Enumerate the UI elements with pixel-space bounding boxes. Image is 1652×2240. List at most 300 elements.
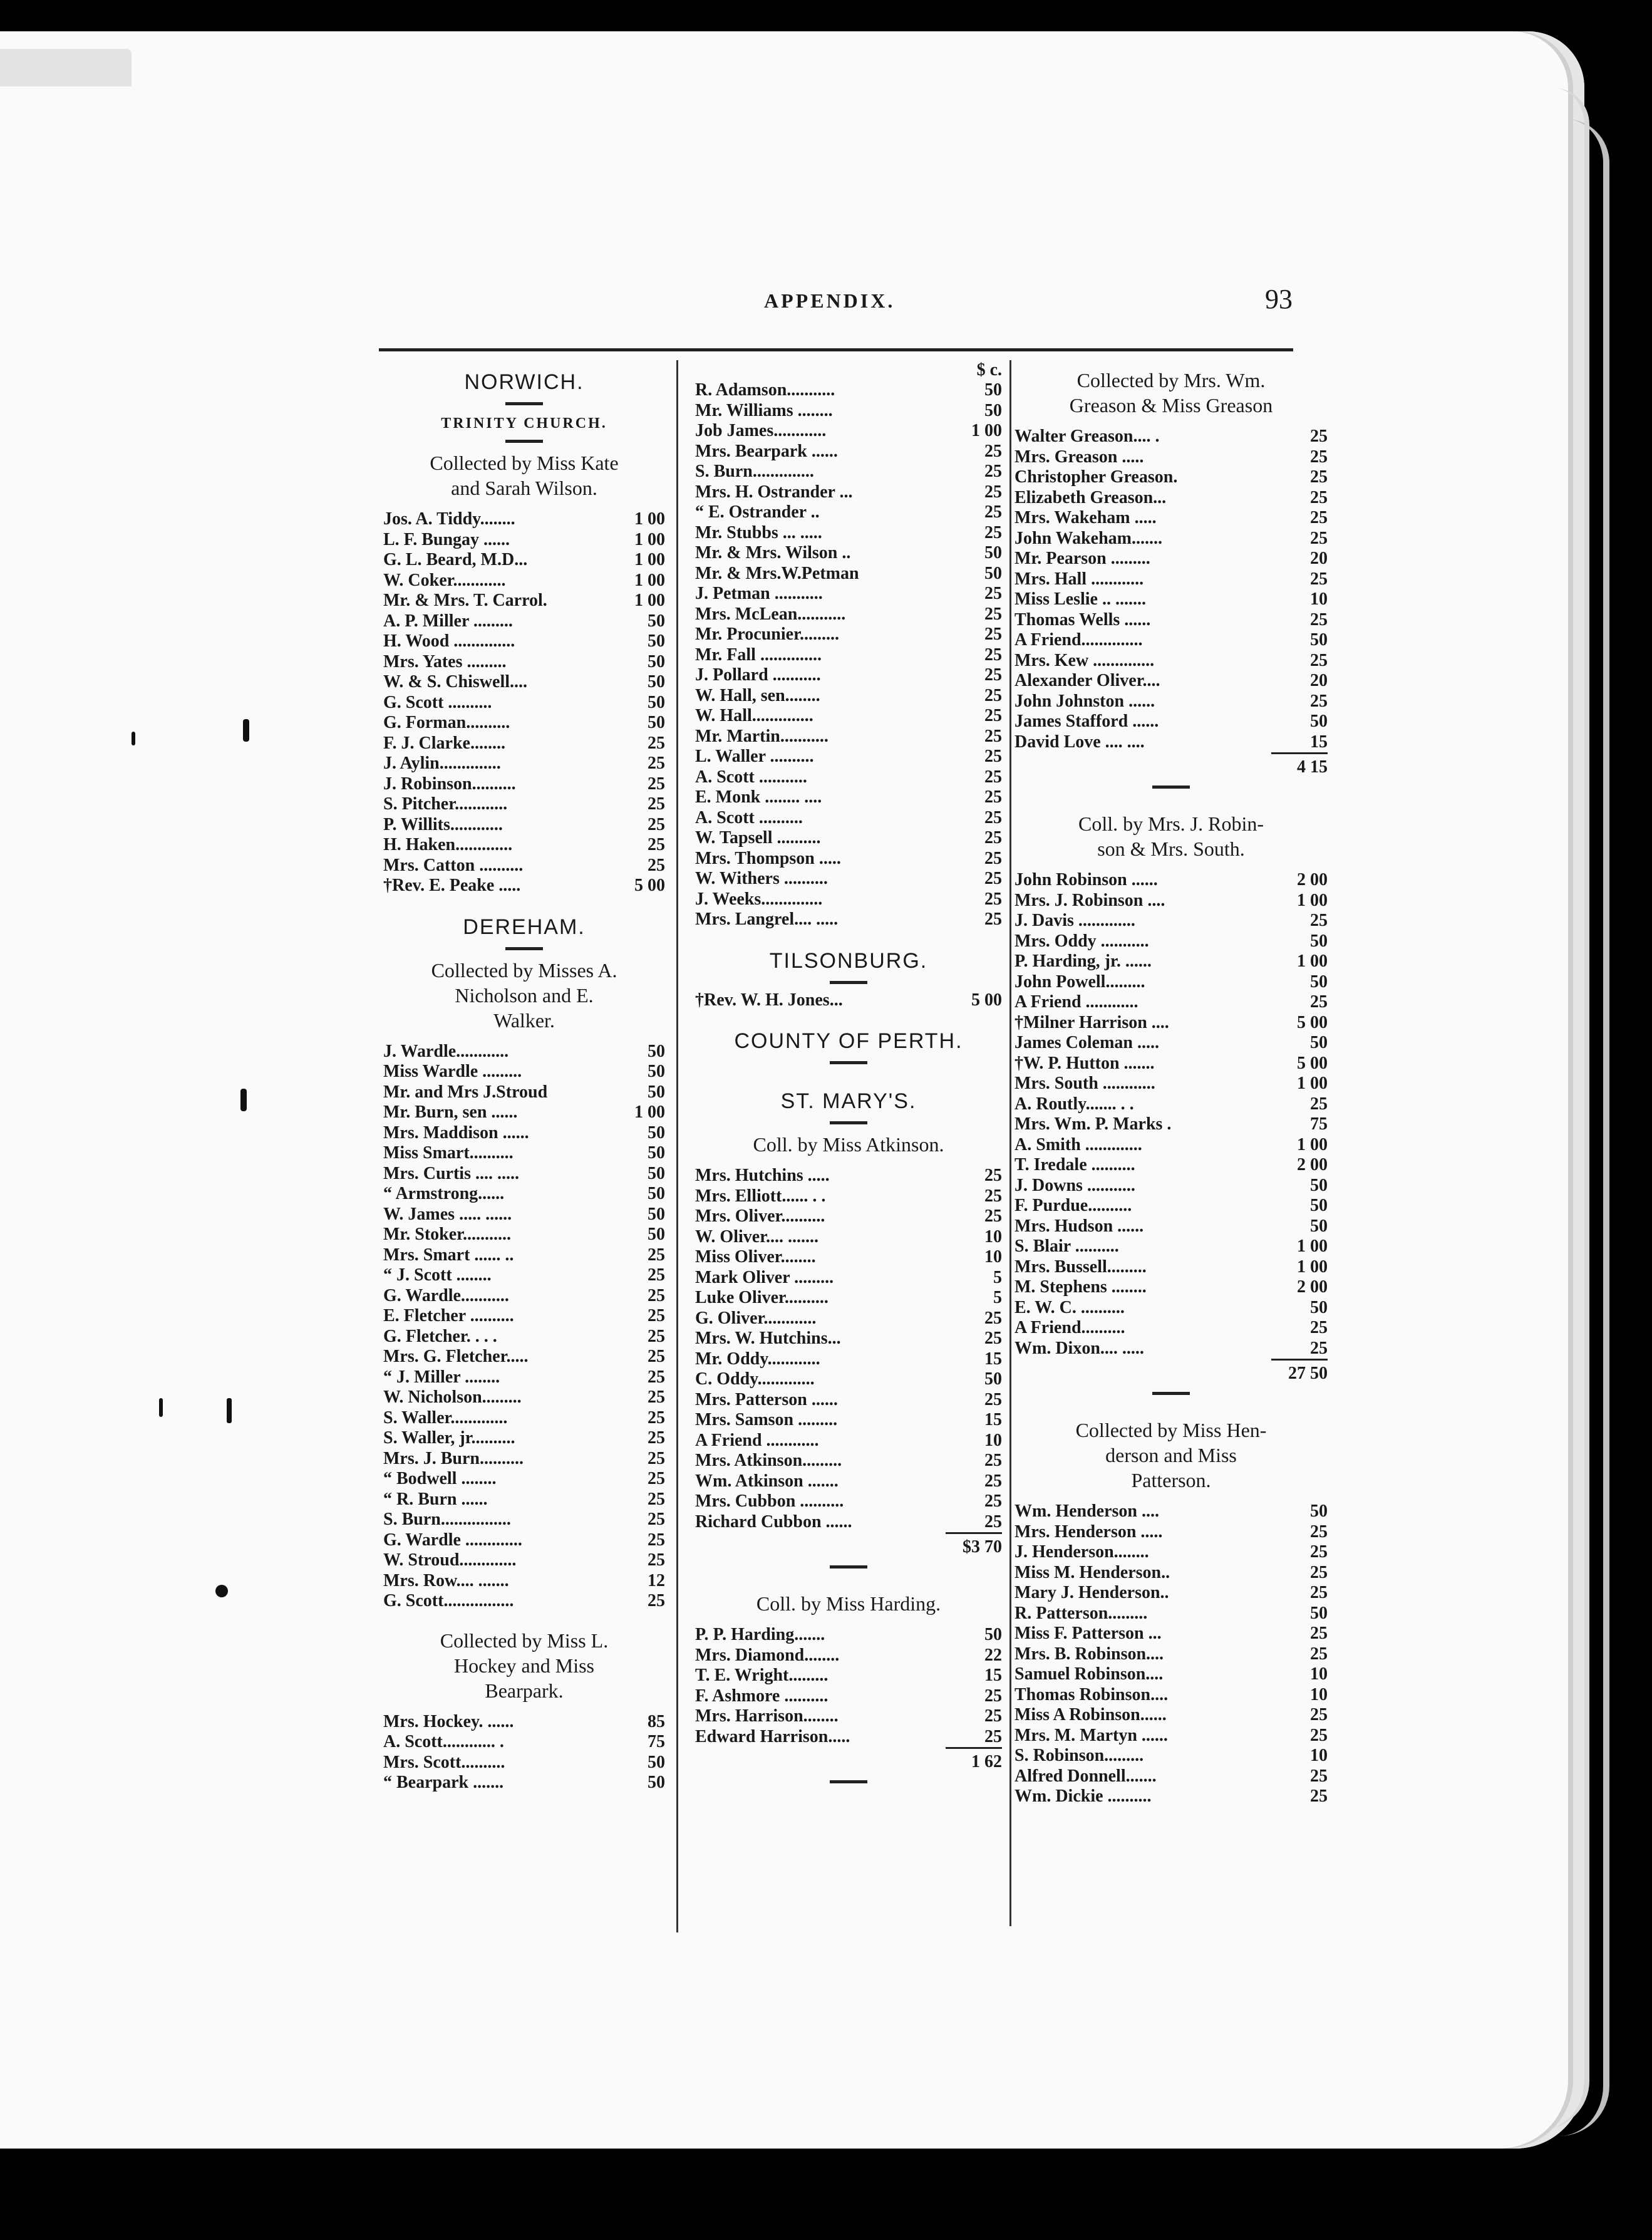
donation-amount: 1 00 — [634, 529, 665, 549]
donor-row — [383, 1082, 665, 1103]
donation-amount: 25 — [1310, 1725, 1328, 1745]
donor-name: R. Patterson......... — [1014, 1603, 1148, 1623]
donor-name: G. Wardle........... — [383, 1285, 509, 1305]
donor-name: J. Davis ............. — [1014, 911, 1135, 930]
donation-amount: 25 — [648, 1489, 665, 1509]
donor-row — [383, 1286, 665, 1307]
donor-row — [1014, 1522, 1328, 1543]
donation-amount: 2 00 — [1297, 870, 1328, 889]
donation-amount: 10 — [984, 1430, 1002, 1450]
donation-amount: 25 — [984, 889, 1002, 909]
donor-name: J. Robinson.......... — [383, 774, 516, 794]
donation-amount: 25 — [984, 747, 1002, 766]
donor-name: W. Hall, sen........ — [695, 685, 820, 705]
donor-name: H. Wood .............. — [383, 631, 515, 651]
donor-row — [695, 625, 1002, 645]
donor-name: L. F. Bungay ...... — [383, 529, 510, 549]
donation-amount: 25 — [648, 1530, 665, 1550]
donation-amount: 5 — [993, 1267, 1002, 1287]
donor-row — [695, 1727, 1002, 1748]
donor-row — [695, 1451, 1002, 1471]
donor-name: Mr. Williams ........ — [695, 400, 833, 420]
donation-amount: 25 — [1310, 1644, 1328, 1664]
donor-row — [695, 1166, 1002, 1186]
donor-row — [1014, 1664, 1328, 1685]
donor-name: J. Henderson........ — [1014, 1542, 1149, 1562]
caption-gap — [1014, 861, 1328, 870]
donor-name: Luke Oliver.......... — [695, 1288, 829, 1307]
donation-amount: 1 00 — [971, 421, 1002, 440]
column-middle — [695, 360, 1002, 1790]
donor-name: Mr. & Mrs. T. Carrol. — [383, 591, 547, 610]
donor-name: G. Oliver............ — [695, 1308, 817, 1328]
donor-name: Miss A Robinson...... — [1014, 1705, 1167, 1724]
donation-amount: 25 — [984, 910, 1002, 929]
donation-amount: 25 — [648, 814, 665, 834]
donation-amount: 25 — [984, 1451, 1002, 1470]
donation-amount: 25 — [1310, 1542, 1328, 1562]
donor-name: A Friend.............. — [1014, 630, 1143, 650]
donor-name: Mrs. J. Burn.......... — [383, 1448, 524, 1468]
donation-amount: 50 — [648, 1773, 665, 1792]
donation-amount: 1 00 — [634, 1102, 665, 1122]
donor-name: Mark Oliver ......... — [695, 1267, 834, 1287]
donor-name: F. Ashmore .......... — [695, 1686, 829, 1706]
donor-name: Wm. Dickie .......... — [1014, 1786, 1152, 1806]
section-heading: NORWICH. — [464, 370, 584, 394]
donor-name: Mrs. Greason ..... — [1014, 447, 1144, 467]
donor-name: C. Oddy............. — [695, 1369, 815, 1389]
donation-amount: 25 — [648, 835, 665, 854]
caption-line: Collected by Miss Hen- — [1075, 1419, 1267, 1441]
section-separator — [505, 402, 543, 405]
donor-row — [695, 462, 1002, 482]
donation-amount: 25 — [984, 807, 1002, 827]
section-total — [695, 1747, 1002, 1773]
caption-gap — [1014, 418, 1328, 427]
column-right — [1014, 360, 1328, 1807]
donor-row — [1014, 891, 1328, 911]
donor-row — [383, 530, 665, 551]
donor-name: Walter Greason.... . — [1014, 427, 1160, 446]
donor-name: Mrs. Thompson ..... — [695, 848, 841, 868]
donor-row — [1014, 1277, 1328, 1298]
donor-row — [695, 1410, 1002, 1431]
page-number: 93 — [1265, 284, 1293, 314]
donor-row — [695, 564, 1002, 584]
section-subheading: TRINITY CHURCH. — [441, 415, 607, 432]
donor-row — [383, 1469, 665, 1490]
donor-row — [1014, 1766, 1328, 1787]
donor-name: Mr. Procunier......... — [695, 625, 839, 644]
donation-amount: 22 — [984, 1645, 1002, 1665]
donor-row — [383, 611, 665, 632]
donor-row — [1014, 732, 1328, 753]
donation-amount: 50 — [1310, 712, 1328, 731]
donor-row — [1014, 1563, 1328, 1584]
donor-row — [383, 591, 665, 611]
donation-amount: 50 — [984, 563, 1002, 583]
column-rule — [676, 360, 678, 1932]
donation-amount: 50 — [984, 380, 1002, 400]
donor-row — [383, 571, 665, 591]
donor-row — [383, 1265, 665, 1286]
donation-amount: 25 — [648, 1428, 665, 1448]
collector-caption — [695, 1132, 1002, 1157]
donor-name: Mr. Stubbs ... ..... — [695, 522, 822, 542]
donor-row — [695, 869, 1002, 889]
donation-amount: 25 — [984, 584, 1002, 603]
donation-amount: 10 — [984, 1247, 1002, 1267]
donor-name: Mrs. Row.... ....... — [383, 1570, 509, 1590]
donation-amount: 25 — [648, 794, 665, 814]
donation-amount: 25 — [1310, 508, 1328, 527]
donor-name: †Rev. E. Peake ..... — [383, 876, 521, 895]
donor-name: Mrs. Hudson ...... — [1014, 1216, 1144, 1236]
donor-row — [1014, 972, 1328, 993]
donation-amount: 25 — [648, 754, 665, 773]
donor-name: Miss F. Patterson ... — [1014, 1624, 1162, 1643]
donor-name: W. Withers .......... — [695, 869, 828, 888]
donation-amount: 25 — [1310, 1318, 1328, 1337]
donor-name: Samuel Robinson.... — [1014, 1664, 1164, 1684]
donor-name: T. E. Wright......... — [695, 1666, 829, 1685]
collector-caption — [383, 958, 665, 1033]
donation-amount: 50 — [1310, 1216, 1328, 1236]
donation-amount: 10 — [984, 1226, 1002, 1247]
donor-row — [1014, 1257, 1328, 1278]
donor-name: Miss Oliver........ — [695, 1247, 816, 1267]
donation-amount: 15 — [984, 1349, 1002, 1369]
donor-name: J. Downs ........... — [1014, 1175, 1135, 1195]
donor-row — [1014, 911, 1328, 931]
donation-amount: 25 — [1310, 467, 1328, 487]
donor-row — [383, 1510, 665, 1530]
caption-gap — [383, 1033, 665, 1042]
donation-amount: 25 — [648, 1326, 665, 1346]
donation-amount: 50 — [1310, 972, 1328, 992]
caption-line: Collected by Misses A. — [431, 958, 617, 982]
donor-row — [1014, 1114, 1328, 1135]
donor-name: “ Bearpark ....... — [383, 1773, 504, 1792]
donation-amount: 50 — [648, 1123, 665, 1143]
donor-name: James Stafford ...... — [1014, 712, 1159, 731]
caption-line: son & Mrs. South. — [1097, 837, 1245, 860]
donor-row — [1014, 1339, 1328, 1359]
caption-line: Collected by Mrs. Wm. — [1076, 369, 1266, 391]
caption-line: Collected by Miss L. — [440, 1629, 609, 1652]
donor-name: David Love .... .... — [1014, 732, 1145, 752]
donor-row — [383, 1530, 665, 1551]
donor-name: A. Routly....... . . — [1014, 1094, 1134, 1114]
stain-mark — [240, 1089, 247, 1111]
section-separator — [505, 947, 543, 950]
donation-amount: 25 — [1310, 1786, 1328, 1806]
donor-row — [1014, 1298, 1328, 1319]
donor-row — [695, 910, 1002, 930]
donor-row — [1014, 1542, 1328, 1563]
total-amount: 4 15 — [1271, 752, 1328, 778]
donor-row — [1014, 488, 1328, 509]
donation-amount: 50 — [648, 1184, 665, 1203]
donation-amount: 25 — [984, 1471, 1002, 1491]
donor-name: Mr. Oddy............ — [695, 1349, 820, 1369]
donor-row — [383, 1062, 665, 1082]
donor-row — [1014, 508, 1328, 529]
stain-mark — [243, 719, 249, 742]
total-amount: $3 70 — [946, 1532, 1002, 1558]
donor-row — [1014, 630, 1328, 651]
collector-caption — [1014, 368, 1328, 418]
donation-amount: 25 — [984, 1186, 1002, 1206]
donor-row — [383, 1367, 665, 1388]
section-separator — [830, 1565, 867, 1569]
donation-amount: 25 — [1310, 1583, 1328, 1602]
donor-row — [383, 876, 665, 896]
donor-name: G. Forman.......... — [383, 713, 510, 732]
donation-amount: 1 00 — [1297, 1257, 1328, 1277]
donor-name: John Robinson ...... — [1014, 870, 1158, 889]
donation-amount: 50 — [984, 400, 1002, 420]
donation-amount: 50 — [648, 1062, 665, 1081]
donor-name: S. Burn.............. — [695, 462, 814, 481]
donation-amount: 25 — [984, 441, 1002, 461]
donor-name: Wm. Atkinson ....... — [695, 1471, 839, 1491]
donor-row — [1014, 1644, 1328, 1665]
total-amount: 1 62 — [946, 1747, 1002, 1773]
donor-row — [1014, 1583, 1328, 1604]
donor-row — [383, 794, 665, 815]
donor-name: G. Scott................ — [383, 1591, 514, 1610]
donation-amount: 1 00 — [1297, 1074, 1328, 1093]
donor-name: Mrs. G. Fletcher..... — [383, 1347, 529, 1366]
donor-name: “ J. Miller ........ — [383, 1367, 500, 1387]
donation-amount: 25 — [648, 1387, 665, 1407]
donation-amount: 50 — [1310, 1033, 1328, 1052]
donation-amount: 2 00 — [1297, 1155, 1328, 1174]
donation-amount: 25 — [1310, 427, 1328, 446]
donation-amount: 25 — [984, 767, 1002, 787]
donor-row — [1014, 427, 1328, 447]
donor-row — [695, 849, 1002, 869]
donor-name: Jos. A. Tiddy........ — [383, 509, 515, 529]
donor-row — [695, 401, 1002, 422]
donor-row — [1014, 1176, 1328, 1196]
section-separator — [830, 1121, 867, 1124]
donation-amount: 25 — [984, 1389, 1002, 1409]
donation-amount: 5 00 — [1297, 1053, 1328, 1073]
donor-name: H. Haken............. — [383, 835, 513, 854]
donor-row — [383, 631, 665, 652]
donor-row — [383, 1387, 665, 1408]
donation-amount: 25 — [1310, 1705, 1328, 1724]
donor-name: G. L. Beard, M.D... — [383, 550, 528, 569]
section-gap — [383, 1612, 665, 1620]
section-total — [1014, 752, 1328, 778]
donor-name: Alfred Donnell....... — [1014, 1766, 1157, 1786]
donor-row — [383, 856, 665, 876]
section-separator — [830, 981, 867, 984]
donor-row — [695, 1512, 1002, 1533]
donor-row — [383, 1550, 665, 1571]
donor-name: Mrs. Wakeham ..... — [1014, 508, 1157, 527]
donor-name: Edward Harrison..... — [695, 1726, 850, 1746]
donation-amount: 25 — [1310, 911, 1328, 930]
donation-amount: 50 — [1310, 931, 1328, 951]
donor-name: Mr. Fall .............. — [695, 645, 822, 665]
donor-name: L. Waller .......... — [695, 747, 814, 766]
caption-gap — [695, 1157, 1002, 1166]
donor-row — [695, 828, 1002, 849]
donation-amount: 25 — [984, 482, 1002, 502]
donation-amount: 25 — [648, 733, 665, 753]
donor-row — [383, 550, 665, 571]
donor-row — [695, 1706, 1002, 1727]
donor-row — [695, 665, 1002, 686]
donor-row — [1014, 1604, 1328, 1624]
donor-row — [695, 604, 1002, 625]
donation-amount: 50 — [648, 1752, 665, 1772]
donor-row — [1014, 610, 1328, 631]
donor-row — [1014, 1624, 1328, 1644]
donation-amount: 25 — [1310, 1766, 1328, 1786]
donation-amount: 25 — [1310, 1338, 1328, 1358]
donation-amount: 25 — [984, 1308, 1002, 1328]
donation-amount: 25 — [984, 462, 1002, 481]
donor-row — [695, 1268, 1002, 1289]
section-gap — [695, 1575, 1002, 1584]
donor-row — [1014, 870, 1328, 891]
donation-amount: 50 — [648, 1041, 665, 1061]
donor-name: Mrs. Hutchins ..... — [695, 1166, 830, 1185]
donation-amount: 85 — [648, 1711, 665, 1731]
donation-amount: 5 00 — [634, 876, 665, 895]
donor-name: F. Purdue.......... — [1014, 1196, 1132, 1215]
donor-name: J. Weeks.............. — [695, 889, 823, 909]
donation-amount: 25 — [984, 1491, 1002, 1511]
donor-row — [695, 727, 1002, 747]
donor-row — [695, 1390, 1002, 1411]
donation-amount: 25 — [648, 1469, 665, 1488]
caption-line: Greason & Miss Greason — [1069, 394, 1273, 417]
section-separator — [830, 1780, 867, 1783]
donation-amount: 50 — [648, 1163, 665, 1183]
donor-name: “ E. Ostrander .. — [695, 502, 820, 522]
donation-amount: 25 — [1310, 1624, 1328, 1643]
caption-line: Coll. by Mrs. J. Robin- — [1078, 812, 1264, 835]
caption-line: Coll. by Miss Harding. — [756, 1592, 941, 1615]
donation-amount: 50 — [1310, 1297, 1328, 1317]
total-amount: 27 50 — [1271, 1359, 1328, 1384]
donation-amount: 25 — [984, 1706, 1002, 1726]
section-separator — [505, 440, 543, 443]
donor-row — [695, 543, 1002, 564]
donor-row — [383, 509, 665, 530]
header-rule — [379, 348, 1293, 351]
donor-row — [1014, 651, 1328, 671]
donor-row — [1014, 1318, 1328, 1339]
donor-row — [1014, 1786, 1328, 1807]
donor-row — [695, 1686, 1002, 1707]
donor-row — [1014, 712, 1328, 732]
facing-page-corner — [0, 49, 132, 86]
donor-row — [695, 1288, 1002, 1309]
donor-row — [695, 1625, 1002, 1646]
donation-amount: 1 00 — [634, 509, 665, 529]
donation-amount: 25 — [1310, 650, 1328, 670]
section-total — [1014, 1359, 1328, 1384]
donor-row — [1014, 1746, 1328, 1766]
donor-row — [695, 502, 1002, 523]
donor-name: T. Iredale .......... — [1014, 1155, 1135, 1174]
donor-row — [695, 808, 1002, 829]
donor-name: A Friend ............ — [1014, 992, 1138, 1012]
donor-name: M. Stephens ........ — [1014, 1277, 1147, 1297]
donor-row — [383, 1732, 665, 1753]
section-gap — [1014, 1401, 1328, 1410]
donor-row — [1014, 1685, 1328, 1706]
caption-line: Walker. — [493, 1009, 555, 1032]
donor-row — [695, 1646, 1002, 1666]
stain-mark — [215, 1585, 228, 1597]
donor-row — [1014, 992, 1328, 1013]
section-total — [695, 1532, 1002, 1558]
donor-name: P. Harding, jr. ...... — [1014, 951, 1152, 971]
donor-name: Mrs. Maddison ...... — [383, 1123, 529, 1143]
donor-name: John Powell......... — [1014, 972, 1145, 992]
donor-name: P. P. Harding....... — [695, 1625, 825, 1644]
caption-gap — [695, 1616, 1002, 1625]
donation-amount: 25 — [648, 1265, 665, 1285]
donation-amount: 25 — [984, 665, 1002, 685]
donor-row — [383, 713, 665, 734]
donation-amount: 25 — [648, 1306, 665, 1325]
stain-mark — [227, 1398, 232, 1423]
donor-name: Mrs. Samson ......... — [695, 1410, 838, 1429]
donor-name: Mrs. Bearpark ...... — [695, 441, 838, 461]
donor-row — [695, 1227, 1002, 1248]
donor-name: A. Smith ............. — [1014, 1134, 1142, 1154]
donor-row — [1014, 931, 1328, 952]
donor-name: A. Scott ........... — [695, 767, 807, 787]
section-gap — [1014, 795, 1328, 804]
donation-amount: 50 — [648, 611, 665, 631]
donor-name: G. Scott .......... — [383, 692, 492, 712]
donor-row — [1014, 467, 1328, 488]
donor-row — [695, 1186, 1002, 1207]
donation-amount: 50 — [984, 1625, 1002, 1644]
donation-amount: 25 — [984, 1329, 1002, 1348]
donor-name: Wm. Henderson .... — [1014, 1501, 1159, 1521]
donor-name: E. Fletcher .......... — [383, 1306, 514, 1325]
donation-amount: 5 — [993, 1288, 1002, 1307]
donation-amount: 25 — [984, 502, 1002, 522]
donation-amount: 50 — [648, 1143, 665, 1163]
donor-row — [1014, 447, 1328, 468]
donor-row — [1014, 1155, 1328, 1176]
donor-row — [1014, 1013, 1328, 1034]
donation-amount: 25 — [984, 1511, 1002, 1532]
currency-unit: $ c. — [976, 360, 1002, 380]
donation-amount: 2 00 — [1297, 1277, 1328, 1297]
donor-row — [383, 1773, 665, 1793]
donor-row — [383, 835, 665, 856]
donor-name: Alexander Oliver.... — [1014, 671, 1160, 690]
donation-amount: 10 — [1310, 1746, 1328, 1765]
donation-amount: 25 — [648, 1408, 665, 1428]
donor-row — [383, 1306, 665, 1327]
donation-amount: 25 — [984, 1726, 1002, 1746]
